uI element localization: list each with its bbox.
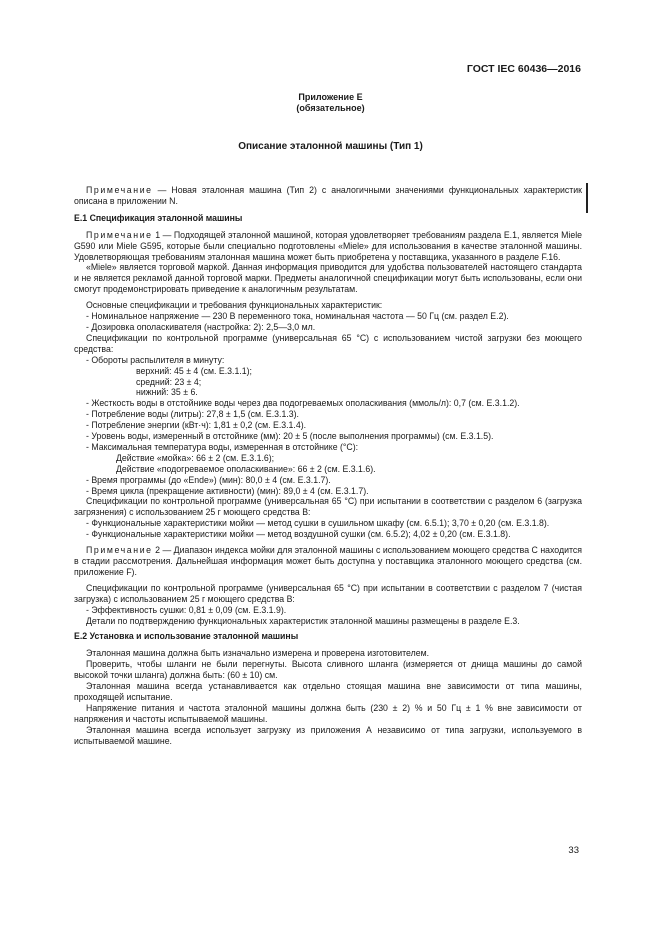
spec-hardness: - Жесткость воды в отстойнике воды через два подогреваемых ополаскивания (ммоль/л): 0,7 (см. Е.3.1.2). bbox=[86, 398, 520, 409]
spec-water-consumption: - Потребление воды (литры): 27,8 ± 1,5 (см. Е.3.1.3). bbox=[86, 409, 299, 420]
spec-drying-cabinet: - Функциональные характеристики мойки — метод сушки в сушильном шкафу (см. 6.5.1); 3,70 ± 0,20 (см. Е.3.1.8). bbox=[86, 518, 550, 529]
spec-rinse-dose: - Дозировка ополаскивателя (настройка: 2): 2,5—3,0 мл. bbox=[86, 321, 316, 332]
spec-control-section6: Спецификации по контрольной программе (универсальная 65 °С) при испытании в соответствии с разделом 6 (загрузка загрязнения) с использованием 25 г моющего средства В: bbox=[74, 496, 582, 518]
appendix-title: Приложение Е bbox=[298, 92, 363, 102]
spec-water-level: - Уровень воды, измеренный в отстойнике (мм): 20 ± 5 (после выполнения программы) (см. Е.3.1.5). bbox=[86, 431, 494, 442]
change-bar bbox=[586, 183, 588, 213]
spec-spray-arms: - Обороты распылителя в минуту: bbox=[86, 354, 225, 365]
e2-paragraph-5: Эталонная машина всегда использует загрузку из приложения А независимо от типа загрузки, используемого в испытываемой машине. bbox=[74, 724, 582, 746]
note-intro bbox=[74, 185, 582, 207]
e2-paragraph-3: Эталонная машина всегда устанавливается как отдельно стоящая машина вне зависимости от типа машины, проходящей испытание. bbox=[74, 681, 582, 702]
temp-rinse: Действие «подогреваемое ополаскивание»: 66 ± 2 (см. Е.3.1.6). bbox=[116, 463, 376, 474]
spec-air-drying: - Функциональные характеристики мойки — метод воздушной сушки (см. 6.5.2); 4,02 ± 0,20 (см. Е.3.1.8). bbox=[86, 529, 511, 540]
note-1 bbox=[74, 230, 582, 263]
note-2 bbox=[74, 545, 582, 578]
note-2-label: Примечание bbox=[86, 545, 153, 556]
appendix-status: (обязательное) bbox=[296, 103, 365, 113]
spray-arm-lower: нижний: 35 ± 6. bbox=[136, 387, 198, 398]
spec-drying-efficiency: - Эффективность сушки: 0,81 ± 0,09 (см. Е.3.1.9). bbox=[86, 604, 287, 615]
standard-code: ГОСТ IEC 60436—2016 bbox=[466, 63, 581, 75]
note-1-text: 1 — Подходящей эталонной машиной, которая удовлетворяет требованиям раздела Е.1, является Miele G590 или Miele G595, которые были специально подготовлены «Miele» для использования в качестве эталонной машины. Удовлетворяющая требованиям эталонная машина может быть приобретена у поставщика, указанного в разделе F.16. bbox=[74, 229, 582, 262]
spray-arm-upper: верхний: 45 ± 4 (см. Е.3.1.1); bbox=[136, 365, 252, 376]
e2-paragraph-1: Эталонная машина должна быть изначально измерена и проверена изготовителем. bbox=[86, 648, 430, 659]
spray-arm-middle: средний: 23 ± 4; bbox=[136, 376, 202, 387]
section-e1-heading: Е.1 Спецификация эталонной машины bbox=[74, 212, 243, 223]
spec-control-section7: Спецификации по контрольной программе (универсальная 65 °С) при испытании в соответствии с разделом 7 (чистая загрузка) с использованием 25 г моющего средства В: bbox=[74, 582, 582, 604]
temp-wash: Действие «мойка»: 66 ± 2 (см. Е.3.1.6); bbox=[116, 452, 275, 463]
page-number: 33 bbox=[568, 845, 579, 856]
miele-note: «Miele» является торговой маркой. Данная информация приводится для удобства пользователей настоящего стандарта и не является рекламой данной торговой марки. Предметы аналогичной спецификации могут быть использованы, если они смогут продемонстрировать приведение к аналогичным результатам. bbox=[74, 262, 582, 295]
section-e2-heading: Е.2 Установка и использование эталонной машины bbox=[74, 631, 299, 642]
spec-control-clean: Спецификации по контрольной программе (универсальная 65 °С) с использованием чистой загрузки без моющего средства: bbox=[74, 332, 582, 354]
e2-paragraph-2: Проверить, чтобы шланги не были перегнуты. Высота сливного шланга (измеряется от днища машины до самой высокой точки шланга) должна быть: (60 ± 10) см. bbox=[74, 659, 582, 681]
appendix-heading: Описание эталонной машины (Тип 1) bbox=[238, 141, 423, 152]
spec-energy-consumption: - Потребление энергии (кВт·ч): 1,81 ± 0,2 (см. Е.3.1.4). bbox=[86, 420, 307, 431]
spec-voltage: - Номинальное напряжение — 230 В переменного тока, номинальная частота — 50 Гц (см. раздел Е.2). bbox=[86, 311, 509, 322]
spec-max-temp: - Максимальная температура воды, измеренная в отстойнике (°С): bbox=[86, 441, 359, 452]
spec-cycle-time: - Время цикла (прекращение активности) (мин): 89,0 ± 4 (см. Е.3.1.7). bbox=[86, 485, 369, 496]
document-body bbox=[74, 185, 582, 747]
note-2-text: 2 — Диапазон индекса мойки для эталонной машины с использованием моющего средства С находится в стадии рассмотрения. Дальнейшая информация может быть доступна у поставщика эталонного моющего средства (см. приложение F). bbox=[74, 545, 582, 577]
note-text: — Новая эталонная машина (Тип 2) с аналогичными значениями функциональных характеристик описана в приложении N. bbox=[74, 185, 582, 206]
main-specs-intro: Основные спецификации и требования функциональных характеристик: bbox=[86, 300, 383, 311]
note-label: Примечание bbox=[86, 185, 153, 195]
spec-program-time: - Время программы (до «Ende») (мин): 80,0 ± 4 (см. Е.3.1.7). bbox=[86, 474, 331, 485]
note-1-label: Примечание bbox=[86, 229, 153, 240]
e2-paragraph-4: Напряжение питания и частота эталонной машины должна быть (230 ± 2) % и 50 Гц ± 1 % вне зависимости от напряжения и частоты испытываемой машины. bbox=[74, 702, 582, 724]
spec-details: Детали по подтверждению функциональных характеристик эталонной машины размещены в разделе Е.3. bbox=[86, 615, 520, 626]
